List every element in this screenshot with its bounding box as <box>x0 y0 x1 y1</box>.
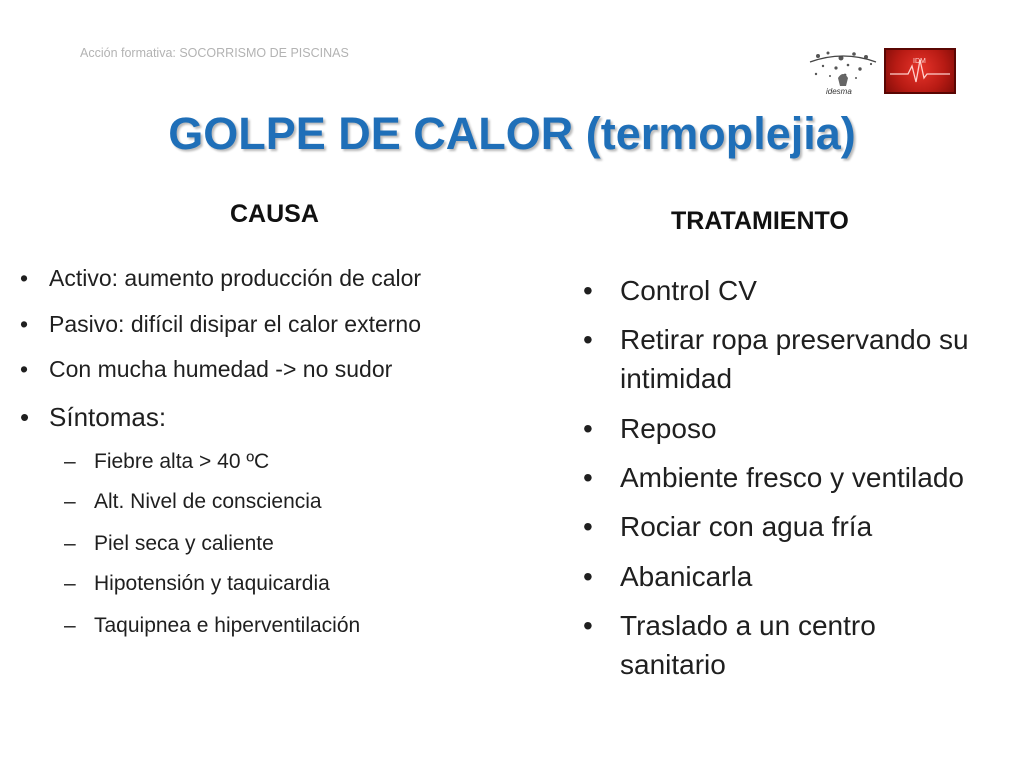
tratamiento-text: Reposo <box>620 413 717 444</box>
tratamiento-text: Ambiente fresco y ventilado <box>620 462 964 493</box>
bullet-icon: • <box>20 311 29 337</box>
sintoma-text: Piel seca y caliente <box>94 532 274 555</box>
header-caption: Acción formativa: SOCORRISMO DE PISCINAS <box>80 46 349 60</box>
sintoma-text: Alt. Nivel de consciencia <box>94 490 322 513</box>
heartbeat-icon <box>884 48 956 94</box>
tratamiento-text: Retirar ropa preservando su <box>620 324 969 355</box>
dash-icon: – <box>64 532 76 555</box>
dash-icon: – <box>64 490 76 513</box>
tratamiento-text: Rociar con agua fría <box>620 511 873 542</box>
dash-icon: – <box>64 450 76 473</box>
bullet-icon: • <box>583 275 593 306</box>
sintoma-text: Taquipnea e hiperventilación <box>94 614 361 637</box>
causa-item-text: Con mucha humedad -> no sudor <box>49 356 393 382</box>
tratamiento-text: Abanicarla <box>620 561 753 592</box>
causa-heading: CAUSA <box>230 200 319 228</box>
bullet-icon: • <box>583 511 593 542</box>
causa-item-text: Activo: aumento producción de calor <box>49 265 422 291</box>
sintomas-label: Síntomas: <box>49 402 167 432</box>
bullet-icon: • <box>20 402 30 432</box>
bullet-icon: • <box>583 561 593 592</box>
bullet-icon: • <box>583 462 593 493</box>
bullet-icon: • <box>20 356 29 382</box>
bullet-icon: • <box>583 324 593 355</box>
idm-logo <box>884 48 956 94</box>
splash-logo-text: idesma <box>826 87 852 96</box>
causa-item-text: Pasivo: difícil disipar el calor externo <box>49 311 421 337</box>
tratamiento-text-cont: intimidad <box>620 363 733 394</box>
sintoma-text: Hipotensión y taquicardia <box>94 572 330 595</box>
idm-logo-text: IDM <box>913 58 926 65</box>
bullet-icon: • <box>583 413 593 444</box>
tratamiento-heading: TRATAMIENTO <box>671 207 849 235</box>
dash-icon: – <box>64 572 76 595</box>
tratamiento-text: Control CV <box>620 275 757 306</box>
sintoma-text: Fiebre alta > 40 ºC <box>94 450 270 473</box>
bullet-icon: • <box>20 265 29 291</box>
tratamiento-text-cont: sanitario <box>620 649 726 680</box>
bullet-icon: • <box>583 610 593 641</box>
dash-icon: – <box>64 614 76 637</box>
slide-title: GOLPE DE CALOR (termoplejia) <box>168 108 856 159</box>
tratamiento-text: Traslado a un centro <box>620 610 876 641</box>
